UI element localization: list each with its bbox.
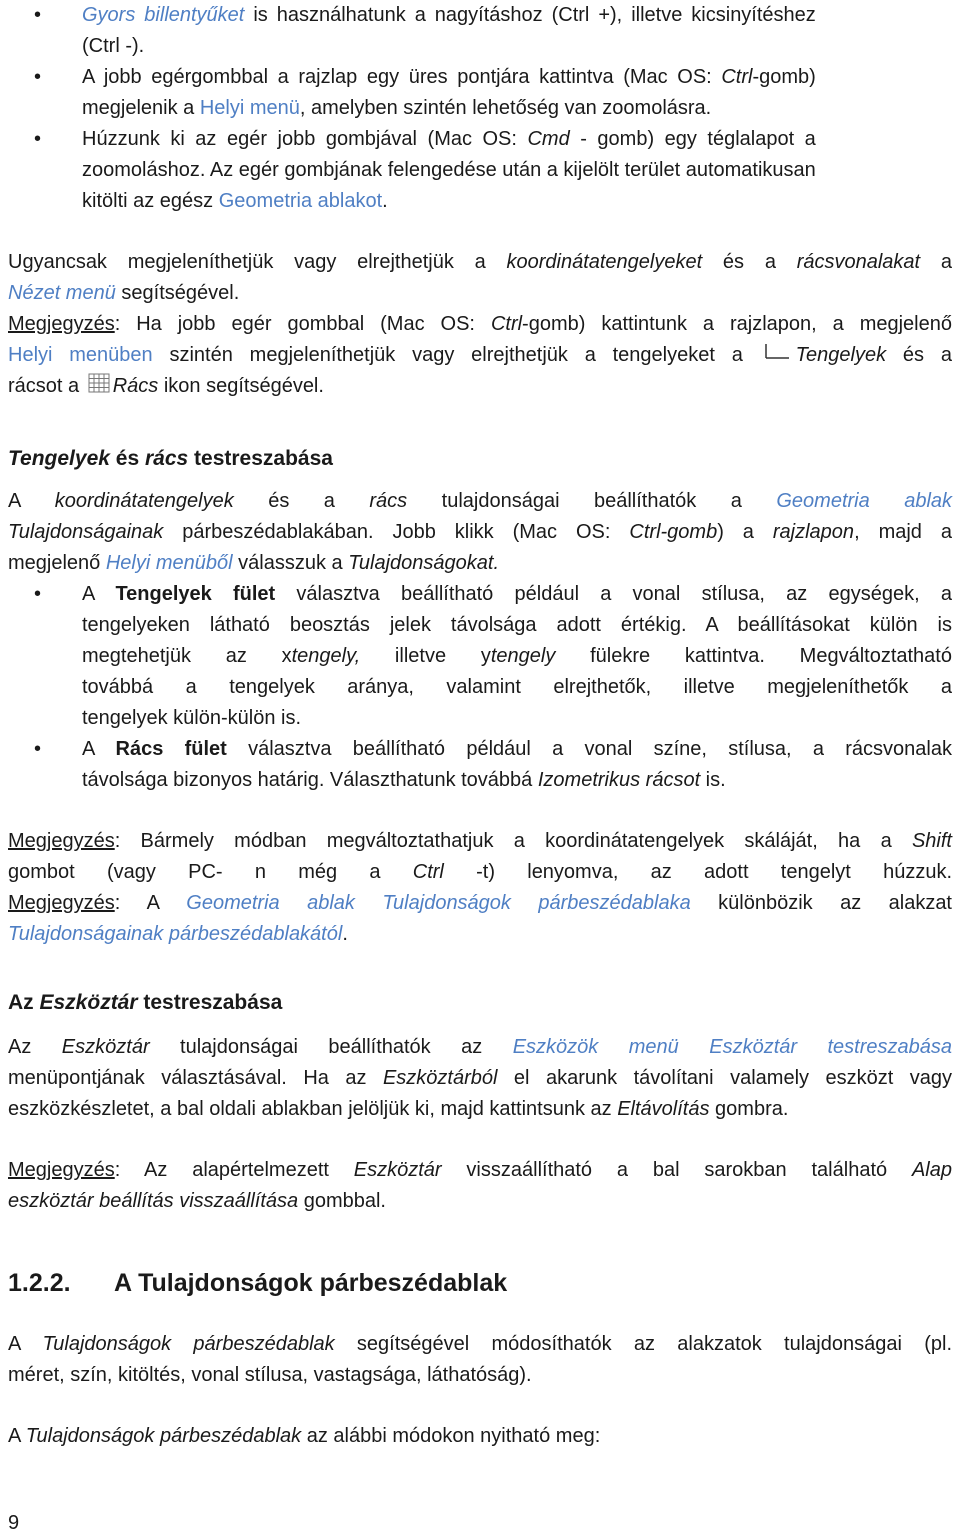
section-title: A Tulajdonságok párbeszédablak [114, 1269, 508, 1297]
text-line [82, 31, 816, 62]
text-run: tengelyek külön-külön is. [82, 707, 302, 729]
text-run: Rács fület [115, 738, 227, 760]
note1-ctrl: Ctrl [490, 313, 523, 335]
text-run: Ctrl [721, 66, 753, 88]
text-run: különbözik az alakzat [690, 892, 952, 914]
text-line [82, 124, 816, 155]
text-run: A [82, 738, 116, 760]
axes-properties-paragraph [8, 486, 952, 579]
text-run: is. [700, 769, 726, 791]
text-run: rácsvonalakat [796, 251, 921, 273]
text-line [8, 1421, 952, 1452]
text-run: Tulajdonságainak párbeszédablakától [8, 923, 343, 945]
note1-line2-text: szintén megjeleníthetjük vagy elrejthetjük a tengelyeket a [152, 344, 760, 366]
text-run: tulajdonságai beállíthatók a [407, 490, 777, 512]
text-run: tengely, [291, 645, 361, 667]
note1-text-end: -gomb) kattintunk a rajzlapon, a megjelenő [522, 313, 952, 335]
text-run: tulajdonságai beállíthatók az [149, 1036, 513, 1058]
text-run: megtehetjük az x [82, 645, 292, 667]
text-line [8, 278, 952, 309]
note1-line3 [8, 371, 952, 402]
text-run: testreszabása [188, 447, 333, 470]
open-methods-paragraph [8, 1421, 952, 1452]
text-run: rács [144, 447, 189, 470]
text-run: Eszköztár testreszabása [709, 1036, 952, 1058]
text-line [8, 1094, 952, 1125]
text-run: Cmd [527, 128, 570, 150]
text-run: Ctrl [412, 861, 444, 883]
text-run: visszaállítható a bal sarokban található [441, 1159, 912, 1181]
text-run: : Bármely módban megváltoztathatjuk a koordinátatengelyek skáláját, ha a [114, 830, 912, 852]
text-line [82, 62, 816, 93]
text-run: kitölti az egész [82, 190, 219, 212]
text-run: Tulajdonságainak [8, 521, 164, 543]
note1-line1 [8, 309, 952, 340]
text-run: . [382, 190, 388, 212]
note-toolbar-reset [8, 1155, 952, 1217]
text-run: Helyi menü [199, 97, 300, 119]
text-run: , amelyben szintén lehetőség van zoomolásra. [299, 97, 712, 119]
text-run: Tulajdonságok párbeszédablak [25, 1425, 302, 1447]
text-line [8, 247, 952, 278]
text-line [8, 888, 952, 919]
text-run: ) a [717, 521, 773, 543]
text-run: Ctrl-gomb [629, 521, 718, 543]
note1-text: : Ha jobb egér gombbal (Mac OS: [114, 313, 491, 335]
text-run: fülekre kattintva. Megváltoztatható [555, 645, 952, 667]
zoom-tips-list [8, 0, 816, 217]
axes-icon [762, 343, 790, 363]
list-item [8, 124, 816, 217]
text-line [8, 1032, 952, 1063]
text-run: Helyi menüből [105, 552, 233, 574]
text-run: gombot (vagy PC- n még a [8, 861, 413, 883]
text-run: A [8, 1425, 26, 1447]
text-run: párbeszédablakában. Jobb klikk (Mac OS: [163, 521, 630, 543]
text-run: Tengelyek fület [115, 583, 276, 605]
text-run: megjelenik a [82, 97, 200, 119]
text-line [82, 186, 816, 217]
section-number: 1.2.2. [8, 1269, 71, 1297]
text-run: és [109, 447, 145, 470]
text-run: A [82, 583, 116, 605]
text-run: Az [8, 991, 40, 1014]
text-run: testreszabása [137, 991, 283, 1014]
text-run: Alap [911, 1159, 952, 1181]
list-item [8, 0, 816, 62]
text-run: Eszköztár [61, 1036, 150, 1058]
axes-tabs-list [8, 579, 952, 796]
text-run: a [920, 251, 952, 273]
heading-axes-grid [8, 443, 333, 474]
page-number: 9 [8, 1512, 20, 1534]
text-run: A jobb egérgombbal a rajzlap egy üres pontjára kattintva (Mac OS: [82, 66, 722, 88]
heading-toolbar [8, 987, 282, 1018]
text-run: Shift [911, 830, 952, 852]
text-run: el akarunk távolítani valamely eszközt vagy [497, 1067, 952, 1089]
list-item [8, 62, 816, 124]
text-run: : A [114, 892, 187, 914]
text-run: rács [369, 490, 408, 512]
text-run: Megjegyzés [8, 830, 115, 852]
text-run: Tulajdonságokat. [348, 552, 500, 574]
text-run: Az [8, 1036, 62, 1058]
text-run: Eszköztárból [382, 1067, 498, 1089]
text-line [8, 826, 952, 857]
text-run: - gomb) egy téglalapot a [569, 128, 816, 150]
text-line [82, 734, 952, 765]
text-run: méret, szín, kitöltés, vonal stílusa, vastagsága, láthatóság). [8, 1364, 532, 1386]
text-line [82, 579, 952, 610]
text-line [82, 641, 952, 672]
text-run: az alábbi módokon nyitható meg: [301, 1425, 601, 1447]
text-run: gombra. [709, 1098, 789, 1120]
text-run: menüpontjának választásával. Ha az [8, 1067, 383, 1089]
racs-label: Rács [112, 375, 159, 397]
text-line [82, 155, 816, 186]
list-item [8, 734, 952, 796]
text-run: Geometria ablak [776, 490, 953, 512]
text-line [8, 1329, 952, 1360]
text-line [82, 610, 952, 641]
note-axes-grid-paragraph [8, 309, 952, 402]
text-line [8, 1155, 952, 1186]
text-line [8, 1360, 952, 1391]
text-run: Tengelyek [8, 447, 110, 470]
text-run: Gyors billentyűket [82, 4, 245, 26]
text-run: és a [702, 251, 797, 273]
text-run: Eszköztár [353, 1159, 442, 1181]
text-run: segítségével módosíthatók az alakzatok tulajdonságai (pl. [334, 1333, 952, 1355]
text-run: is használhatunk a nagyításhoz (Ctrl +), illetve kicsinyítéshez [244, 4, 816, 26]
text-run: A [8, 1333, 43, 1355]
text-run: Nézet menü [8, 282, 116, 304]
text-line [82, 703, 952, 734]
text-run: tengelyeken látható beosztás jelek távolsága adott értékig. A beállításokat külön is [82, 614, 952, 636]
text-line [82, 0, 816, 31]
text-run: válasszuk a [232, 552, 349, 574]
text-run: Megjegyzés [8, 892, 115, 914]
properties-paragraph [8, 1329, 952, 1391]
text-run: A [8, 490, 55, 512]
note-label: Megjegyzés [8, 313, 115, 335]
text-run: választva beállítható például a vonal stílusa, az egységek, a [275, 583, 952, 605]
text-run: Ugyancsak megjeleníthetjük vagy elrejthetjük a [8, 251, 507, 273]
text-run: rajzlapon [772, 521, 855, 543]
section-heading [8, 1268, 507, 1299]
text-run: Eszközök menü [512, 1036, 679, 1058]
text-run: , majd a [854, 521, 952, 543]
text-run: . [342, 923, 348, 945]
text-line [8, 919, 952, 950]
text-line [8, 486, 952, 517]
note1-line2-end: és a [886, 344, 952, 366]
tengelyek-label: Tengelyek [795, 344, 887, 366]
text-run: választva beállítható például a vonal színe, stílusa, a rácsvonalak [226, 738, 952, 760]
text-run: gombbal. [298, 1190, 386, 1212]
note1-line2 [8, 340, 952, 371]
text-run: koordinátatengelyeket [506, 251, 703, 273]
text-line [8, 857, 952, 888]
text-run: Geometria ablak Tulajdonságok párbeszédablaka [186, 892, 691, 914]
text-run: -gomb) [752, 66, 816, 88]
note1-line3-text: rácsot a [8, 375, 85, 397]
text-run: Izometrikus rácsot [537, 769, 701, 791]
text-run: és a [233, 490, 370, 512]
notes-scale-paragraph [8, 826, 952, 950]
text-line [82, 765, 952, 796]
text-run [679, 1036, 709, 1058]
text-run: távolsága bizonyos határig. Választhatunk továbbá [82, 769, 538, 791]
text-run: Geometria ablakot [218, 190, 383, 212]
text-line [8, 1063, 952, 1094]
text-run: továbbá a tengelyek aránya, valamint elrejthetők, illetve megjeleníthetők a [82, 676, 952, 698]
text-run: zoomoláshoz. Az egér gombjának felengedése után a kijelölt terület automatikusan [82, 159, 816, 181]
text-run: (Ctrl -). [82, 35, 145, 57]
text-line [82, 672, 952, 703]
toolbar-paragraph [8, 1032, 952, 1125]
text-run: segítségével. [115, 282, 240, 304]
text-run: : Az alapértelmezett [114, 1159, 354, 1181]
text-run: eszközkészletet, a bal oldali ablakban jelöljük ki, majd kattintsunk az [8, 1098, 618, 1120]
text-run: eszköztár beállítás visszaállítása [8, 1190, 299, 1212]
grid-icon [87, 372, 111, 394]
text-run: megjelenő [8, 552, 106, 574]
text-line [8, 517, 952, 548]
list-item [8, 579, 952, 734]
text-line [8, 548, 952, 579]
text-run: -t) lenyomva, az adott tengelyt húzzuk. [443, 861, 952, 883]
text-run: Tulajdonságok párbeszédablak [42, 1333, 335, 1355]
text-run: koordinátatengelyek [54, 490, 234, 512]
text-run: illetve y [360, 645, 491, 667]
text-run: Eltávolítás [617, 1098, 710, 1120]
text-run: Húzzunk ki az egér jobb gombjával (Mac OS: [82, 128, 528, 150]
view-menu-paragraph [8, 247, 952, 309]
text-run: Megjegyzés [8, 1159, 115, 1181]
helyi-menuben-link: Helyi menüben [8, 344, 153, 366]
text-line [82, 93, 816, 124]
text-run: Eszköztár [39, 991, 138, 1014]
text-run: tengely [490, 645, 556, 667]
note1-line3-end: ikon segítségével. [158, 375, 324, 397]
text-line [8, 1186, 952, 1217]
